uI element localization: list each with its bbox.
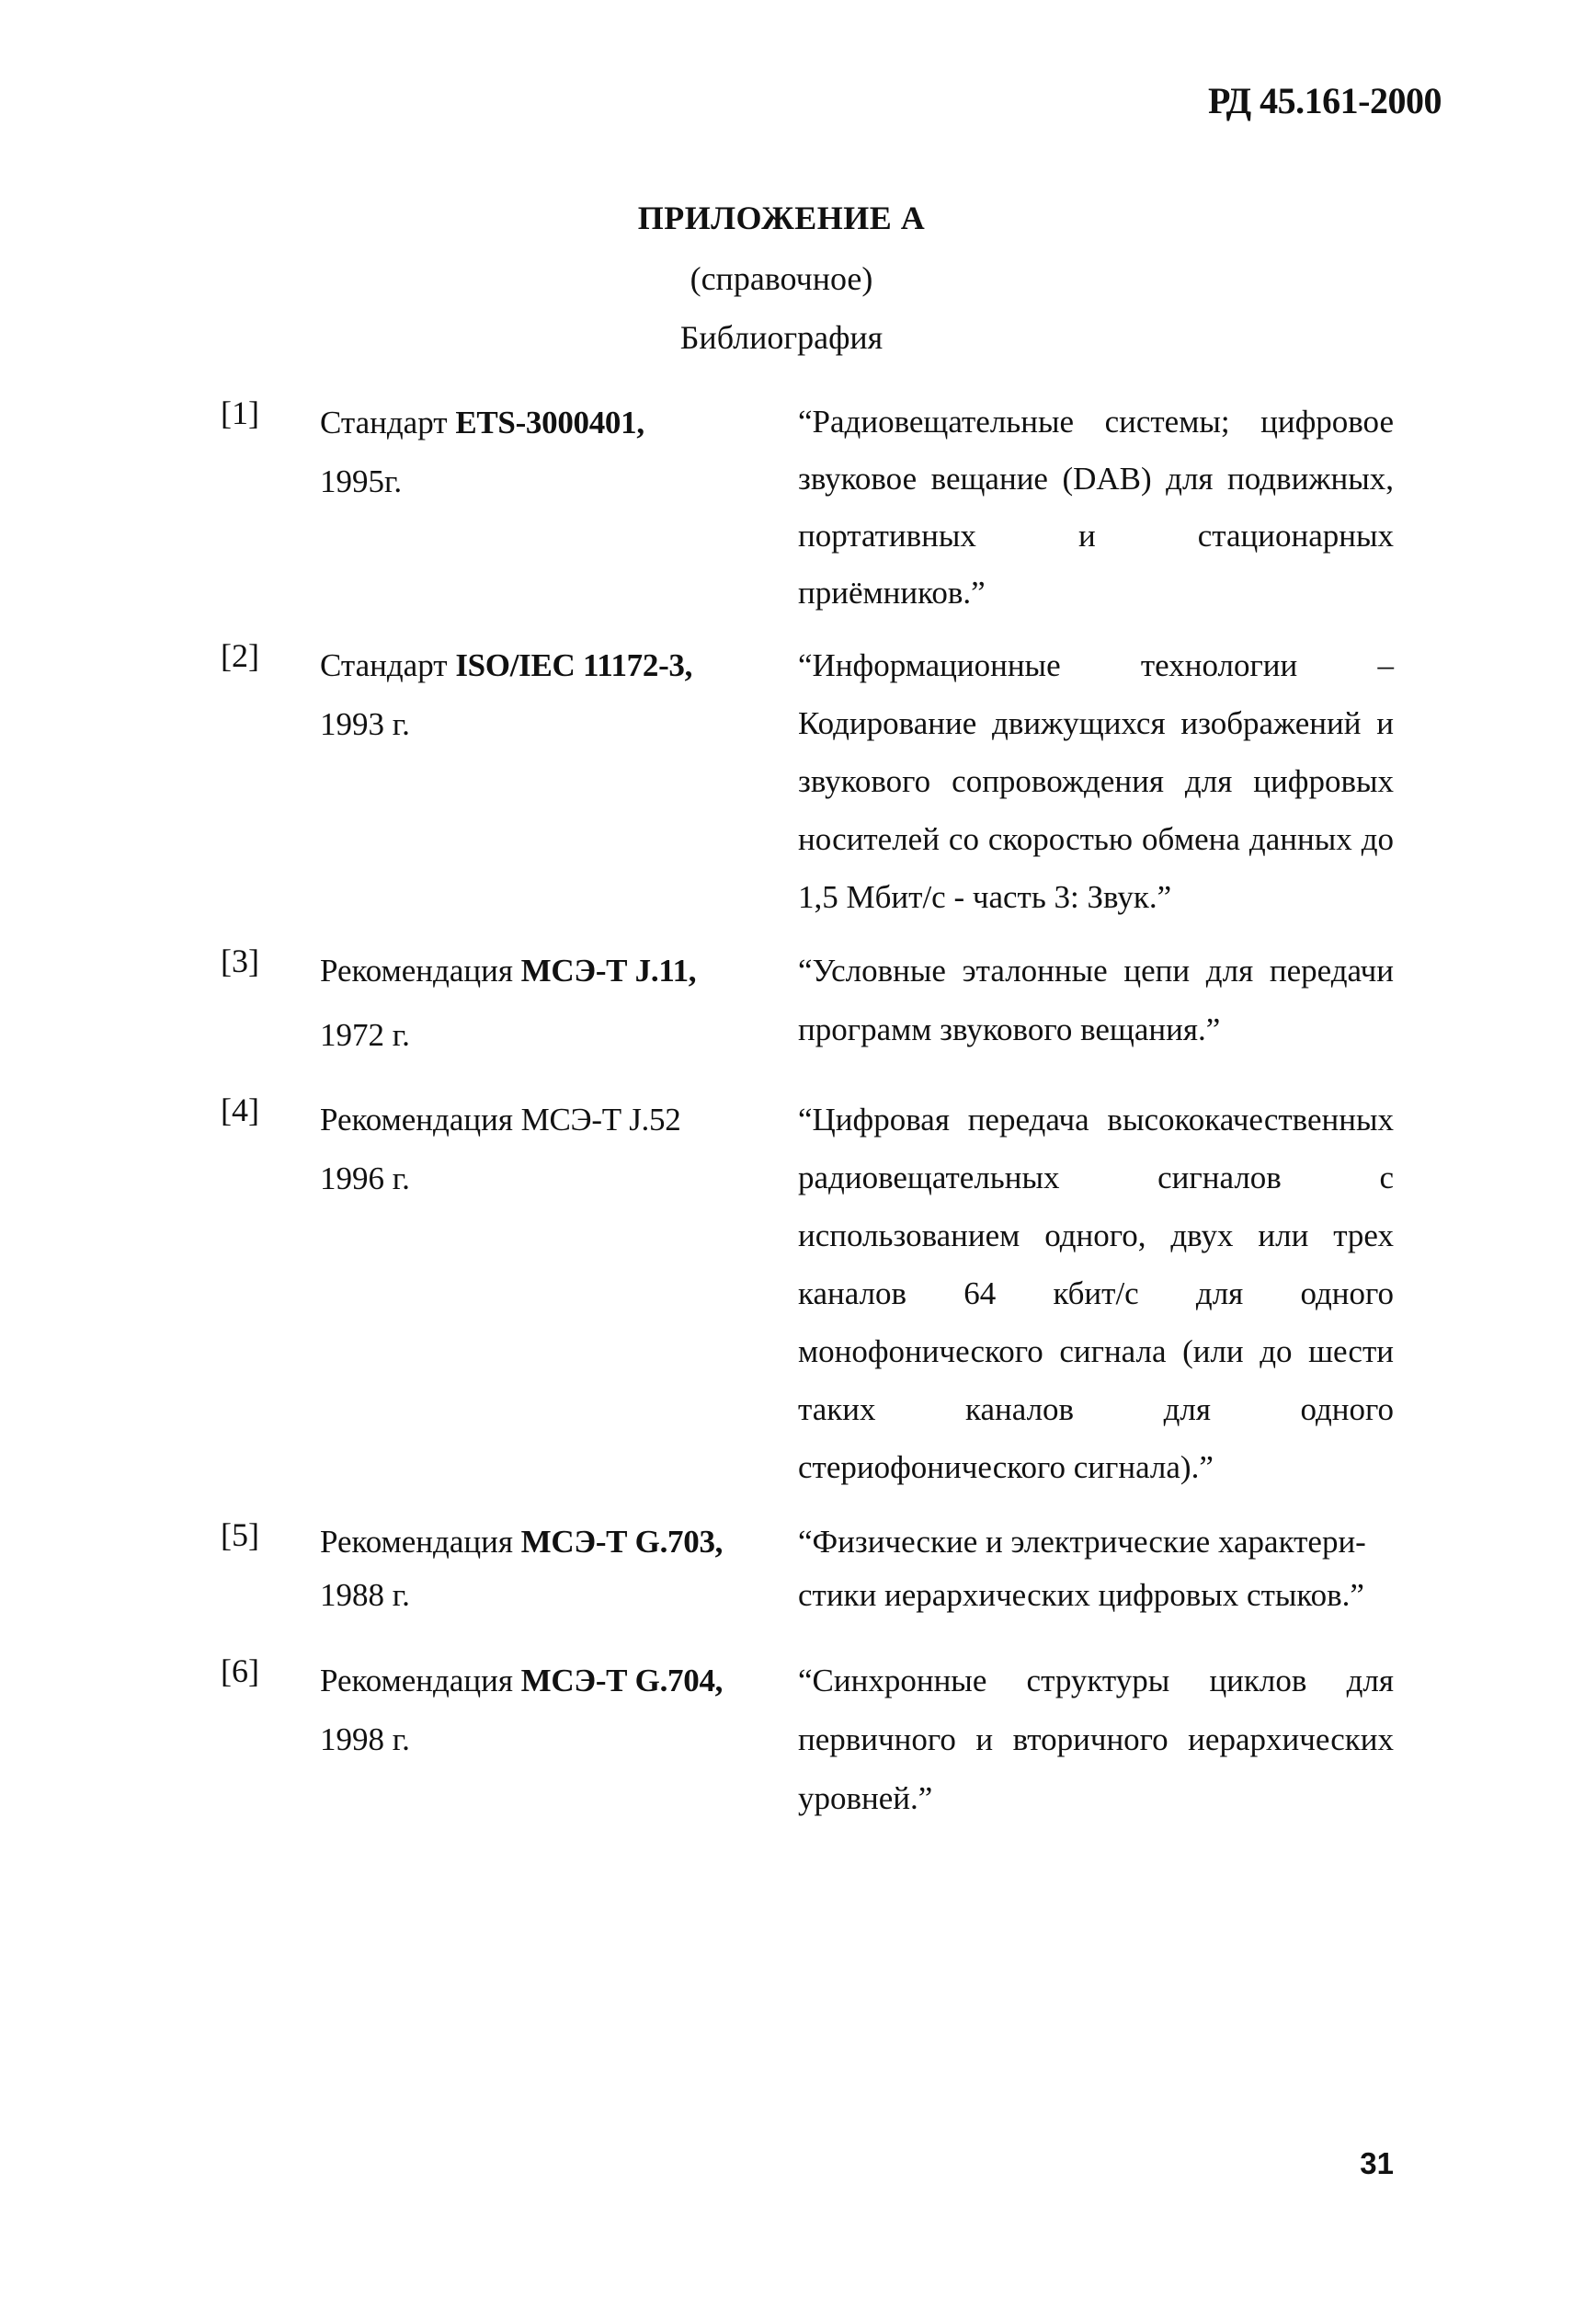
entry-source [320, 1515, 752, 1622]
appendix-kind: (справочное) [690, 260, 873, 297]
source-year: 1972 г. [320, 1017, 410, 1053]
entry-number: [5] [221, 1516, 259, 1553]
entry-source [320, 942, 752, 1070]
entry-description [798, 1515, 1394, 1622]
document-code: РД 45.161-2000 [1208, 80, 1442, 121]
entry-number: [4] [221, 1092, 259, 1128]
description-line: носителей со скоростью обмена данных до [798, 821, 1394, 857]
description-line: уровней.” [798, 1780, 933, 1816]
entry-number: [2] [221, 637, 259, 674]
entry-number: [6] [221, 1652, 259, 1689]
entry-description [798, 394, 1394, 622]
description-line: первичного и вторичного иерархических [798, 1721, 1394, 1757]
source-year: 1998 г. [320, 1721, 410, 1757]
description-line: 1,5 Мбит/с - часть 3: Звук.” [798, 879, 1172, 915]
description-line: таких каналов для одного [798, 1391, 1394, 1427]
source-year: 1993 г. [320, 706, 410, 742]
description-line: “Физические и электрические характери- [798, 1524, 1366, 1560]
source-designation: МСЭ-Т J.11, [520, 953, 697, 989]
entry-number: [3] [221, 943, 259, 979]
entry-source [320, 394, 752, 511]
appendix-subtitle: Библиография [679, 319, 884, 356]
description-line: стики иерархических цифровых стыков.” [798, 1577, 1364, 1613]
entry-source [320, 1091, 752, 1208]
description-line: монофонического сигнала (или до шести [798, 1333, 1394, 1369]
description-line: Кодирование движущихся изображений и [798, 705, 1394, 741]
entry-source [320, 636, 752, 754]
description-line: радиовещательных сигналов с [798, 1160, 1394, 1195]
source-type: Стандарт [320, 647, 456, 683]
appendix-title: ПРИЛОЖЕНИЕ А [637, 200, 926, 236]
source-type: Рекомендация [320, 1102, 521, 1138]
source-designation: МСЭ-Т G.703, [520, 1524, 724, 1560]
description-line: стериофонического сигнала).” [798, 1449, 1214, 1485]
description-line: приёмников.” [798, 575, 986, 611]
entry-number: [1] [221, 394, 259, 431]
source-designation: МСЭ-Т G.704, [520, 1663, 724, 1698]
entry-description [798, 636, 1394, 926]
description-line: “Информационные технологии – [798, 647, 1394, 683]
entry-source [320, 1652, 752, 1769]
description-line: “Синхронные структуры циклов для [798, 1663, 1394, 1698]
description-line: звукового сопровождения для цифровых [798, 763, 1394, 799]
source-year: 1988 г. [320, 1577, 410, 1613]
source-type: Рекомендация [320, 1524, 521, 1560]
entry-description [798, 1091, 1394, 1496]
description-line: звуковое вещание (DAB) для подвижных, [798, 461, 1394, 497]
source-year: 1995г. [320, 463, 403, 499]
entry-description [798, 942, 1394, 1059]
entry-description [798, 1652, 1394, 1828]
description-line: использованием одного, двух или трех [798, 1218, 1394, 1253]
description-line: программ звукового вещания.” [798, 1012, 1221, 1047]
source-year: 1996 г. [320, 1160, 410, 1196]
source-type: Рекомендация [320, 953, 521, 989]
description-line: портативных и стационарных [798, 518, 1394, 554]
source-type: Рекомендация [320, 1663, 521, 1698]
description-line: каналов 64 кбит/с для одного [798, 1275, 1394, 1311]
source-designation: ETS-3000401, [455, 405, 644, 440]
source-designation: ISO/IEC 11172-3, [455, 647, 693, 683]
source-type: Стандарт [320, 405, 456, 440]
description-line: “Радиовещательные системы; цифровое [798, 404, 1394, 440]
description-line: “Цифровая передача высококачественных [798, 1102, 1394, 1138]
description-line: “Условные эталонные цепи для передачи [798, 953, 1394, 989]
page-number: 31 [1360, 2146, 1394, 2180]
source-designation: МСЭ-Т J.52 [520, 1102, 681, 1138]
